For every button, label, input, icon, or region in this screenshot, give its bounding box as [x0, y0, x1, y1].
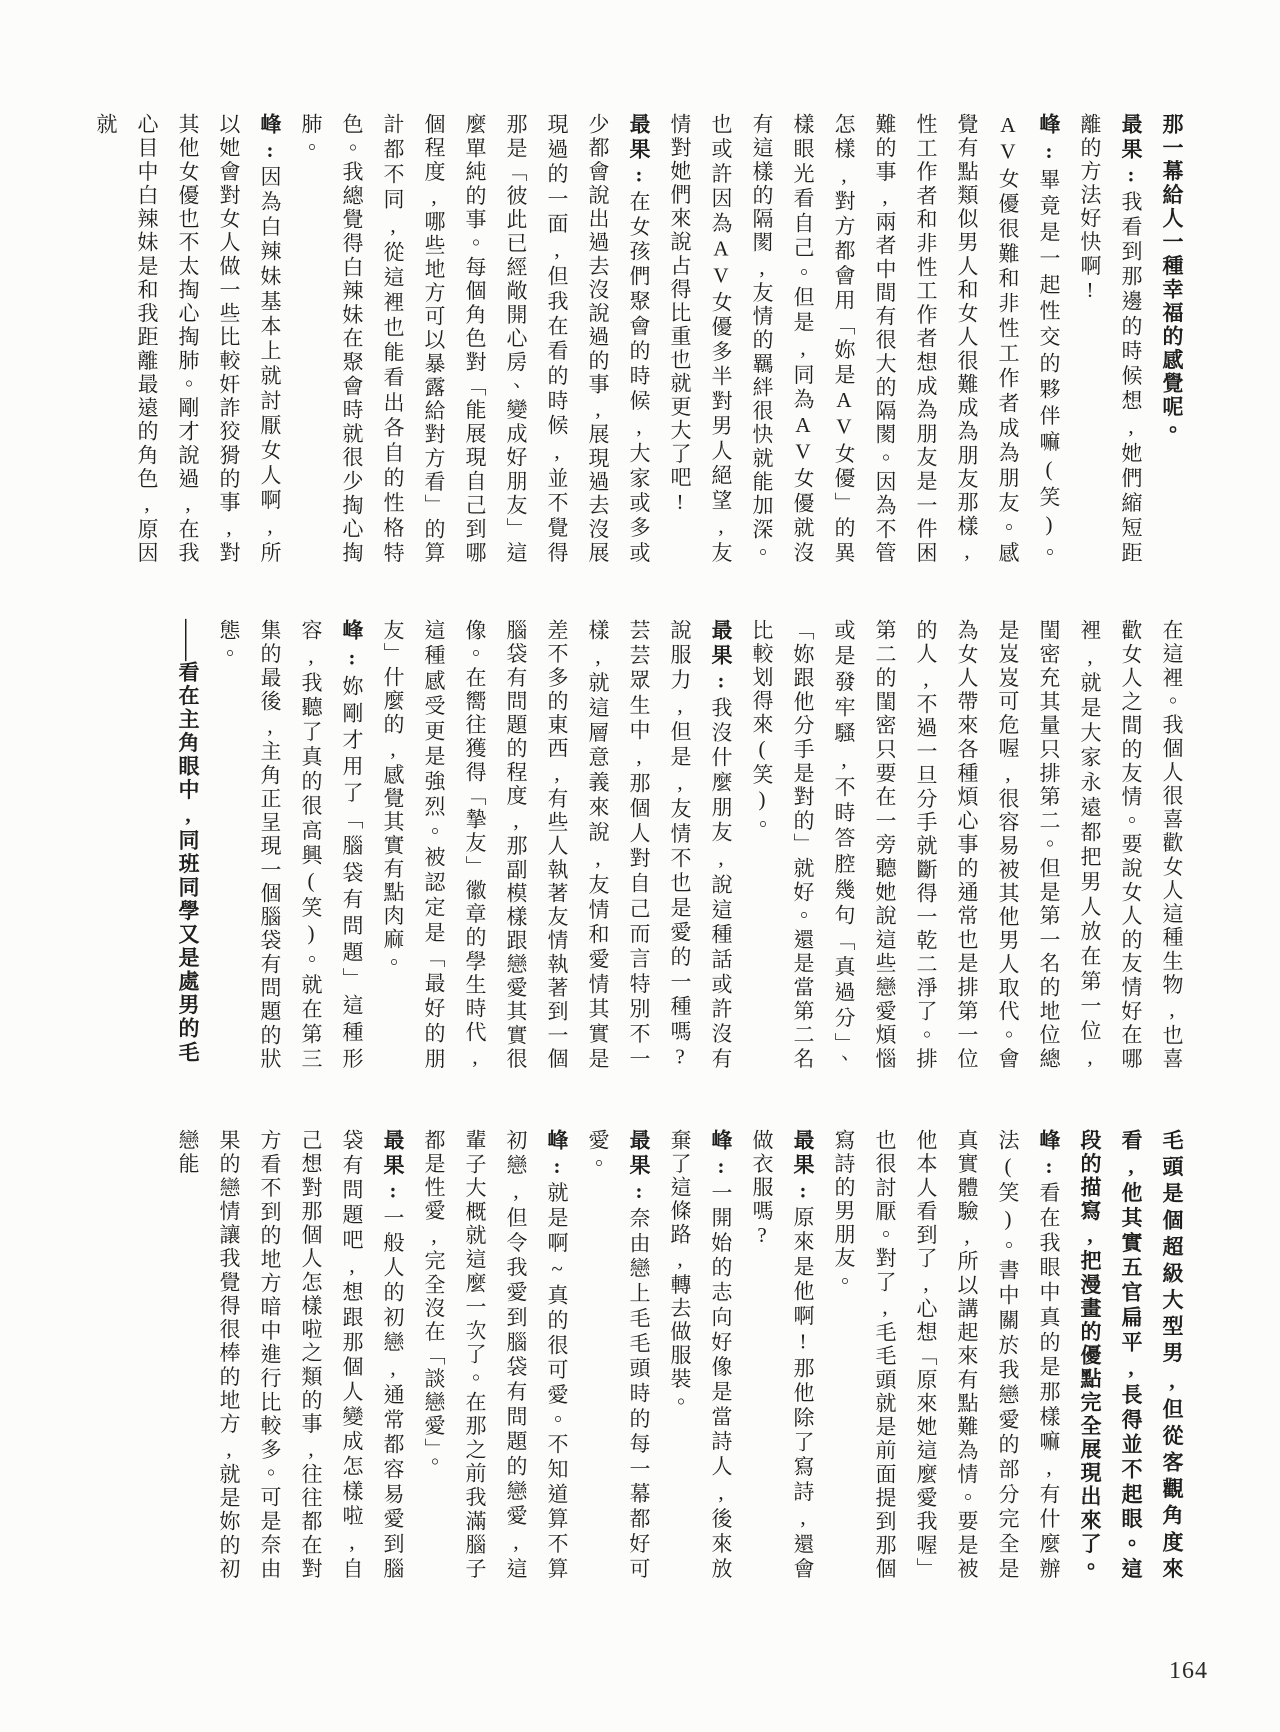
speaker-label: 最果:	[791, 1129, 815, 1205]
dialogue-text: 就是啊~真的很可愛。不知道算不算初戀,但令我愛到腦袋有問題的戀愛,這輩子大概就這麼一次了。在那之前我滿腦子都是性愛,完全沒在「談戀愛」。	[422, 1129, 569, 1581]
text-band-top	[94, 113, 1192, 565]
dialogue-paragraph	[413, 1129, 577, 1581]
dialogue-paragraph	[659, 1129, 741, 1581]
speaker-label: 最果:	[381, 1129, 405, 1206]
dialogue-text: 毛頭是個超級大型男,但從客觀角度來看,他其實五官扁平,長得並不起眼。這段的描寫,把漫畫的優點完全展現出來了。	[1078, 1129, 1184, 1581]
dialogue-paragraph	[741, 1129, 823, 1581]
dialogue-text: 看在主角眼中,同班同學又是處男的毛	[176, 661, 200, 1065]
page-number: 164	[1169, 1658, 1208, 1684]
speaker-label: 最果:	[627, 113, 651, 190]
dialogue-text: 看在我眼中真的是那樣嘛,有什麼辦法(笑)。書中關於我戀愛的部分完全是真實體驗,所以講起來有點難為情。要是被他本人看到了,心想「原來她這麼愛我喔」也很討厭。對了,毛毛頭就是前面提到那個寫詩的男朋友。	[832, 1129, 1061, 1581]
dialogue-text: 畢竟是一起性交的夥伴嘛(笑)。AV女優很難和非性工作者成為朋友。感覺有點類似男人和女人很難成為朋友那樣,性工作者和非性工作者想成為朋友是一件困難的事,兩者中間有很大的隔閡。因為不管怎樣,對方都會用「妳是AV女優」的異樣眼光看自己。但是,同為AV女優就沒有這樣的隔閡,友情的羈絆很快就能加深。也或許因為AV女優多半對男人絕望,友情對她們來說占得比重也就更大了吧!	[668, 113, 1061, 565]
dialogue-text: 奈由戀上毛毛頭時的每一幕都好可愛。	[586, 1129, 651, 1582]
dialogue-text: 因為白辣妹基本上就討厭女人啊,所以她會對女人做一些比較奸詐狡猾的事,對其他女優也不太掏心掏肺。剛才說過,在我心目中白辣妹是和我距離最遠的角色,原因就	[94, 113, 282, 565]
dialogue-paragraph	[208, 619, 372, 1071]
speaker-label: 峰:	[258, 113, 282, 165]
dialogue-text: 原來是他啊!那他除了寫詩,還會做衣服嗎?	[750, 1129, 815, 1582]
dialogue-paragraph	[290, 113, 659, 565]
speaker-label: 最果:	[627, 1129, 651, 1206]
dialogue-paragraph-continuation	[741, 619, 1192, 1071]
text-band-bottom	[117, 1129, 1192, 1581]
em-dash: ——	[176, 619, 200, 661]
interviewer-question	[167, 619, 208, 1071]
dialogue-text: 我看到那邊的時候想,她們縮短距離的方法好快啊!	[1078, 113, 1143, 565]
speaker-label: 峰:	[1037, 1129, 1061, 1181]
speaker-label: 最果:	[709, 619, 733, 696]
dialogue-paragraph	[659, 113, 1069, 565]
interviewer-question-continuation	[1151, 113, 1192, 565]
dialogue-text: 在這裡。我個人很喜歡女人這種生物,也喜歡女人之間的友情。要說女人的友情好在哪裡,就是大家永遠都把男人放在第一位,閨密充其量只排第二。但是第一名的地位總是岌岌可危喔,很容易被其他男人取代。會為女人帶來各種煩心事的通常也是排第一位的人,不過一旦分手就斷得一乾二淨了。排第二的閨密只要在一旁聽她說這些戀愛煩惱或是發牢騷,不時答腔幾句「真過分」、「妳跟他分手是對的」就好。還是當第二名比較划得來(笑)。	[750, 619, 1184, 1071]
interviewer-question-continuation	[1069, 1129, 1192, 1581]
dialogue-paragraph	[823, 1129, 1069, 1581]
speaker-label: 峰:	[340, 619, 364, 673]
dialogue-text: 一開始的志向好像是當詩人,後來放棄了這條路,轉去做服裝。	[668, 1129, 733, 1581]
dialogue-paragraph	[372, 619, 741, 1071]
dialogue-paragraph	[167, 1129, 413, 1581]
dialogue-paragraph	[1069, 113, 1151, 565]
dialogue-text: 在女孩們聚會的時候,大家或多或少都會說出過去沒說過的事,展現過去沒展現過的一面,但我在看的時候,並不覺得那是「彼此已經敞開心房、變成好朋友」這麼單純的事。每個角色對「能展現自己到哪個程度,哪些地方可以暴露給對方看」的算計都不同,從這裡也能看出各自的性格特色。我總覺得白辣妹在聚會時就很少掏心掏肺。	[299, 113, 651, 565]
text-band-middle	[117, 619, 1192, 1071]
speaker-label: 峰:	[545, 1129, 569, 1181]
dialogue-text: 我沒什麼朋友,說這種話或許沒有說服力,但是,友情不也是愛的一種嗎?芸芸眾生中,那個人對自己而言特別不一樣,就這層意義來說,友情和愛情其實是差不多的東西,有些人執著友情執著到一個腦袋有問題的程度,那副模樣跟戀愛其實很像。在嚮往獲得「摯友」徽章的學生時代,這種感受更是強烈。被認定是「最好的朋友」什麼的,感覺其實有點肉麻。	[381, 619, 733, 1071]
dialogue-paragraph	[85, 113, 290, 565]
dialogue-text: 那一幕給人一種幸福的感覺呢。	[1160, 113, 1184, 443]
dialogue-text: 妳剛才用了「腦袋有問題」這種形容,我聽了真的很高興(笑)。就在第三集的最後,主角正呈現一個腦袋有問題的狀態。	[217, 619, 364, 1071]
speaker-label: 峰:	[709, 1129, 733, 1181]
dialogue-paragraph	[577, 1129, 659, 1581]
speaker-label: 最果:	[1119, 113, 1143, 190]
dialogue-text: 一般人的初戀,通常都容易愛到腦袋有問題吧,想跟那個人變成怎樣啦,自己想對那個人怎樣啦之類的事,往往都在對方看不到的地方暗中進行比較多。可是奈由果的戀情讓我覺得很棒的地方,就是妳的初戀能	[176, 1129, 405, 1581]
speaker-label: 峰:	[1037, 113, 1061, 166]
